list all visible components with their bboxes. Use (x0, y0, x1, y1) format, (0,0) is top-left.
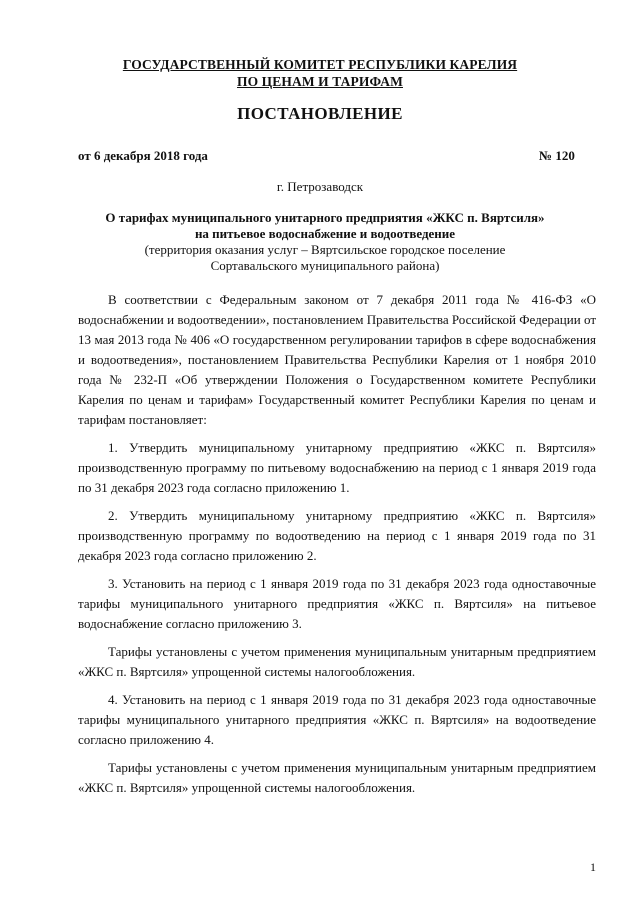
body-paragraph-note-2: Тарифы установлены с учетом применения муниципальным унитарным предприятием «ЖКС п. Вяртсиля» упрощенной системы налогообложения. (78, 760, 596, 795)
page-number: 1 (590, 860, 596, 874)
body-paragraph-item-1: 1. Утвердить муниципальному унитарному предприятию «ЖКС п. Вяртсиля» производственную программу по питьевому водоснабжению на период с 1 января 2019 года по 31 декабря 2023 года согласно приложению 1. (78, 440, 596, 495)
document-city: г. Петрозаводск (276, 179, 364, 194)
document-number: № 120 (539, 148, 575, 163)
subject-scope-line2: Сортавальского муниципального района) (210, 258, 440, 273)
body-paragraph-preamble: В соответствии с Федеральным законом от 7 декабря 2011 года № 416-ФЗ «О водоснабжении и водоотведении», постановлением Правительства Российской Федерации от 13 мая 2013 года № 406 «О государственном регулировании тарифов в сфере водоснабжения и водоотведения», постановлением Правительства Республики Карелия от 1 ноября 2010 года № 232-П «Об утверждении Положения о Государственном комитете Республики Карелия по ценам и тарифам» Государственный комитет Республики Карелия по ценам и тарифам постановляет: (78, 292, 596, 427)
issuer-name-line1: ГОСУДАРСТВЕННЫЙ КОМИТЕТ РЕСПУБЛИКИ КАРЕЛИЯ (122, 57, 518, 72)
body-paragraph-item-4: 4. Установить на период с 1 января 2019 года по 31 декабря 2023 года одноставочные тарифы муниципального унитарного предприятия «ЖКС п. Вяртсиля» на водоотведение согласно приложению 4. (78, 692, 596, 747)
subject-title-line2: на питьевое водоснабжение и водоотведение (194, 226, 456, 241)
subject-scope-line1: (территория оказания услуг – Вяртсильское городское поселение (144, 242, 506, 257)
issuer-header (0, 56, 640, 90)
body-paragraph-item-3: 3. Установить на период с 1 января 2019 года по 31 декабря 2023 года одноставочные тарифы муниципального унитарного предприятия «ЖКС п. Вяртсиля» на питьевое водоснабжение согласно приложению 3. (78, 576, 596, 631)
document-subject (80, 210, 570, 274)
issuer-name-line2: ПО ЦЕНАМ И ТАРИФАМ (237, 74, 403, 89)
document-date: от 6 декабря 2018 года (78, 148, 208, 163)
document-type-title: ПОСТАНОВЛЕНИЕ (237, 104, 403, 123)
body-paragraph-note-1: Тарифы установлены с учетом применения муниципальным унитарным предприятием «ЖКС п. Вяртсиля» упрощенной системы налогообложения. (78, 644, 596, 679)
document-body (78, 290, 596, 806)
subject-title-line1: О тарифах муниципального унитарного предприятия «ЖКС п. Вяртсиля» (105, 210, 545, 225)
body-paragraph-item-2: 2. Утвердить муниципальному унитарному предприятию «ЖКС п. Вяртсиля» производственную программу по водоотведению на период с 1 января 2019 года по 31 декабря 2023 года согласно приложению 2. (78, 508, 596, 563)
